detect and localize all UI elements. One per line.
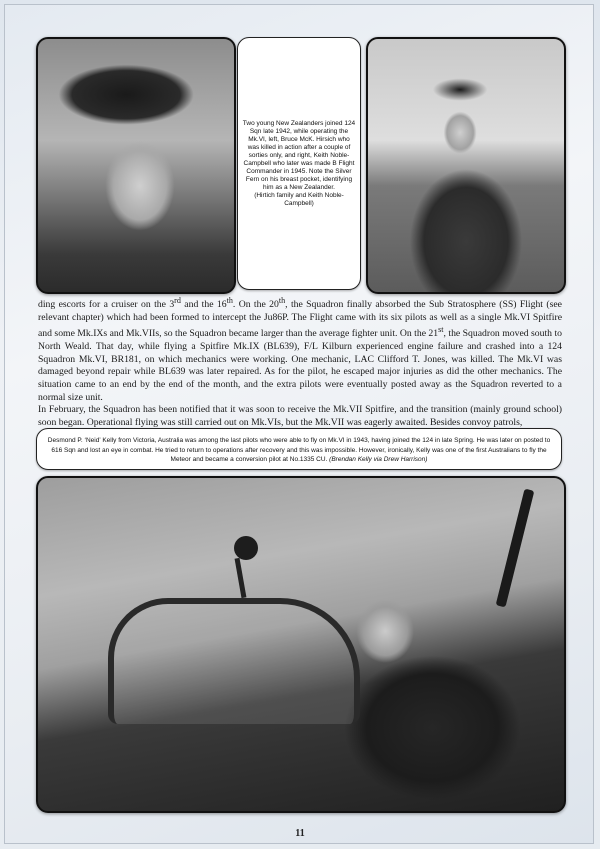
top-caption-credit: (Hirtich family and Keith Noble-Campbell)	[254, 191, 344, 207]
portrait-photo-hirsich	[36, 37, 236, 294]
body-paragraph-1: ding escorts for a cruiser on the 3rd and the 16th. On the 20th, the Squadron finally absorbed the Sub Stratosphere (SS) Flight (see relevant chapter) which had been formed to intercept the Ju86P. The Flight came with its six pilots as well as a single Mk.VI Spitfire and some Mk.IXs and Mk.VIIs, so the Squadron became larger than the average fighter unit. On the 21st, the Squadron moved south to North Weald. That day, while flying a Spitfire Mk.IX (BL639), F/L Kilburn experienced engine failure and crashed into a 124 Squadron Mk.VI, BR181, on which mechanics were working. One mechanic, LAC Clifford T. Jones, was killed. The Mk.VI was damaged beyond repair while BL639 was later repaired. As for the pilot, he escaped major injuries as did the other mechanics. The situation came to an end by the end of the month, and the extra pilots were eventually posted away as the Squadron reverted to a normal size unit.	[38, 296, 562, 403]
rear-view-mirror-stem	[235, 558, 247, 598]
cockpit-canopy	[108, 598, 360, 724]
body-paragraph-2: In February, the Squadron has been notified that it was soon to receive the Mk.VII Spitfire, and the transition (mainly ground school) soon began. Operational flying was still carried out on Mk.VIs, but the Mk.VII was eagerly awaited. Besides convoy patrols,	[38, 404, 562, 428]
mid-caption-text: Desmond P. ‘Neid’ Kelly from Victoria, Australia was among the last pilots who were able to fly on Mk.VI in 1943, having joined the 124 in late Spring. He was later on posted to 616 Sqn and lost an eye in combat. He tried to return to operations after recovery and this was impossible. However, ironically, Kelly was one of the first Australians to fly the Meteor and became a conversion pilot at No.1335 CU.	[47, 437, 551, 463]
mid-caption-credit: (Brendan Kelly via Drew Harrison)	[329, 456, 428, 463]
portrait-photo-noble-campbell	[366, 37, 566, 294]
rear-view-mirror	[234, 536, 258, 560]
cockpit-photo-kelly	[36, 476, 566, 813]
body-text	[38, 295, 562, 429]
page-number: 11	[295, 828, 305, 839]
top-caption-text: Two young New Zealanders joined 124 Sqn late 1942, while operating the Mk.VI, left, Bruce McK. Hirsich who was killed in action after a couple of sorties only, and right, Keith Noble-Campbell who later was made B Flight Commander in 1945. Note the Silver Fern on his breast pocket, identifying him as a New Zealander.	[242, 119, 356, 191]
aircraft-antenna	[496, 489, 535, 608]
mid-caption-box	[36, 428, 562, 470]
top-caption-box	[237, 37, 361, 290]
